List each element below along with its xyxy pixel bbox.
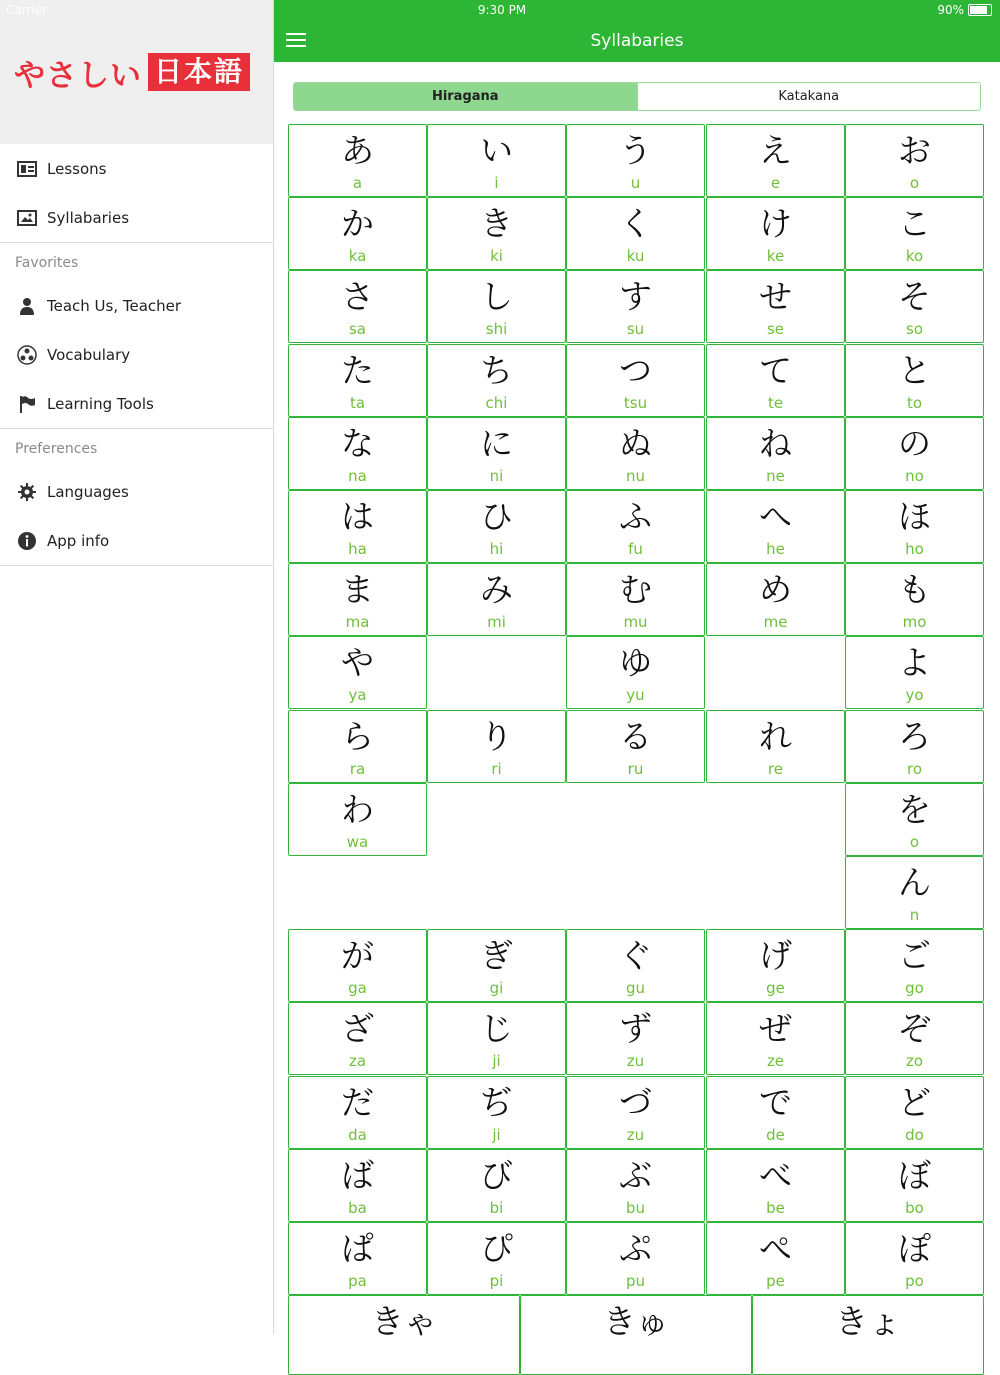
kana-character: む xyxy=(619,570,652,610)
kana-character: に xyxy=(480,423,513,463)
kana-character: あ xyxy=(341,131,374,170)
romaji-label: pi xyxy=(489,1272,504,1290)
kana-character: ひ xyxy=(480,497,513,536)
kana-character: きょ xyxy=(835,1302,901,1342)
kana-character: て xyxy=(759,350,792,390)
status-time: 9:30 PM xyxy=(477,3,527,17)
kana-character: で xyxy=(759,1082,792,1122)
romaji-label: mu xyxy=(623,613,648,632)
kana-cell[interactable] xyxy=(706,1222,845,1295)
romaji-label: wa xyxy=(346,832,369,851)
kana-cell[interactable] xyxy=(566,636,705,709)
kana-cell[interactable] xyxy=(845,124,984,197)
sidebar-item-vocabulary[interactable] xyxy=(0,330,273,379)
romaji-label: ka xyxy=(348,247,367,266)
kana-character: す xyxy=(619,277,652,317)
kana-character: ま xyxy=(341,570,374,610)
kana-cell[interactable] xyxy=(288,783,427,856)
kana-character: き xyxy=(480,204,513,244)
kana-cell[interactable] xyxy=(752,1295,984,1375)
kana-character: か xyxy=(341,204,374,244)
romaji-label: ra xyxy=(349,759,366,778)
kana-character: ど xyxy=(898,1082,931,1122)
logo-kanji: 日本語 xyxy=(148,53,250,91)
kana-cell[interactable] xyxy=(566,197,705,270)
romaji-label: ze xyxy=(766,1052,785,1071)
romaji-label: to xyxy=(906,393,923,412)
romaji-label: te xyxy=(767,393,784,412)
kana-character: う xyxy=(619,131,652,170)
kana-character: ち xyxy=(480,350,513,390)
romaji-label: da xyxy=(348,1125,367,1144)
romaji-label: zu xyxy=(626,1052,645,1071)
kana-character: さ xyxy=(341,277,374,317)
kana-character: へ xyxy=(759,497,792,536)
romaji-label: ga xyxy=(348,979,367,998)
kana-character: ば xyxy=(341,1155,374,1195)
kana-character: も xyxy=(898,570,931,610)
romaji-label: za xyxy=(348,1052,367,1071)
kana-cell[interactable] xyxy=(845,417,984,490)
kana-cell[interactable] xyxy=(845,856,984,929)
kana-grid xyxy=(274,0,1000,1342)
kana-cell[interactable] xyxy=(427,417,566,490)
kana-cell[interactable] xyxy=(427,344,566,417)
kana-cell[interactable] xyxy=(566,563,705,636)
romaji-label: fu xyxy=(628,540,643,558)
kana-character: ず xyxy=(619,1009,652,1049)
romaji-label: ba xyxy=(348,1198,367,1217)
kana-character: ね xyxy=(759,423,792,463)
romaji-label: ji xyxy=(492,1125,501,1144)
kana-character: じ xyxy=(480,1009,513,1049)
kana-cell[interactable] xyxy=(706,1149,845,1222)
kana-cell[interactable] xyxy=(566,929,705,1002)
kana-character: べ xyxy=(759,1155,792,1195)
romaji-label: ji xyxy=(492,1052,501,1071)
romaji-label: ge xyxy=(766,979,785,998)
favorites-section xyxy=(0,243,273,429)
kana-character: ふ xyxy=(619,497,652,536)
kana-cell[interactable] xyxy=(427,710,566,783)
kana-cell[interactable] xyxy=(706,929,845,1002)
kana-character: づ xyxy=(619,1082,652,1122)
kana-character: い xyxy=(480,131,513,170)
kana-cell[interactable] xyxy=(288,1149,427,1222)
kana-cell[interactable] xyxy=(706,417,845,490)
kana-character: よ xyxy=(898,643,931,683)
sidebar-item-languages[interactable] xyxy=(0,467,273,516)
kana-character: と xyxy=(898,350,931,390)
kana-cell[interactable] xyxy=(566,1222,705,1295)
romaji-label: re xyxy=(767,759,784,778)
sidebar-item-syllabaries[interactable] xyxy=(0,193,273,242)
kana-character: の xyxy=(898,423,931,463)
kana-character: み xyxy=(480,570,513,610)
sidebar-item-label: Learning Tools xyxy=(47,394,154,413)
romaji-label: e xyxy=(770,174,781,192)
kana-character: め xyxy=(759,570,792,610)
romaji-label: ki xyxy=(490,247,503,266)
kana-character: る xyxy=(619,716,652,756)
sidebar-item-label: Lessons xyxy=(47,159,107,178)
romaji-label: o xyxy=(909,174,920,192)
carrier-label: Carrier xyxy=(6,3,48,17)
kana-character: わ xyxy=(341,789,374,829)
romaji-label: de xyxy=(766,1125,785,1144)
romaji-label: zu xyxy=(626,1125,645,1144)
kana-character: し xyxy=(480,277,513,317)
romaji-label: yo xyxy=(905,686,924,705)
kana-character: り xyxy=(480,716,513,756)
sidebar-item-learning-tools[interactable] xyxy=(0,379,273,428)
kana-cell[interactable] xyxy=(566,344,705,417)
sidebar-item-lessons[interactable] xyxy=(0,144,273,193)
kana-character: な xyxy=(341,423,374,463)
romaji-label: ni xyxy=(489,466,504,485)
kana-cell[interactable] xyxy=(845,270,984,343)
kana-cell[interactable] xyxy=(427,929,566,1002)
kana-character: た xyxy=(341,350,374,390)
romaji-label: i xyxy=(494,174,499,192)
kana-cell[interactable] xyxy=(427,1149,566,1222)
kana-character: は xyxy=(341,497,374,536)
kana-cell[interactable] xyxy=(288,929,427,1002)
kana-character: ん xyxy=(898,863,931,902)
kana-character: ぱ xyxy=(341,1229,374,1268)
kana-cell[interactable] xyxy=(288,124,427,197)
romaji-label: gi xyxy=(489,979,504,998)
flag-icon xyxy=(16,393,38,415)
kana-cell[interactable] xyxy=(566,124,705,197)
romaji-label: ro xyxy=(906,759,922,778)
kana-character: を xyxy=(898,789,931,829)
kana-cell[interactable] xyxy=(427,124,566,197)
kana-cell[interactable] xyxy=(288,270,427,343)
romaji-label: do xyxy=(905,1125,924,1144)
person-icon xyxy=(16,295,38,317)
kana-cell[interactable] xyxy=(427,1002,566,1075)
kana-cell[interactable] xyxy=(845,783,984,856)
romaji-label: ke xyxy=(766,247,785,266)
kana-character: だ xyxy=(341,1082,374,1122)
romaji-label: he xyxy=(766,540,785,558)
kana-character: れ xyxy=(759,716,792,756)
kana-character: つ xyxy=(619,350,652,390)
sidebar-item-label: Vocabulary xyxy=(47,345,131,364)
kana-cell[interactable] xyxy=(706,490,845,563)
romaji-label: so xyxy=(906,320,923,339)
gear-icon xyxy=(16,481,38,503)
kana-cell[interactable] xyxy=(427,1076,566,1149)
kana-character: く xyxy=(619,204,652,244)
kana-cell[interactable] xyxy=(706,710,845,783)
favorites-heading: Favorites xyxy=(15,255,79,271)
main-content xyxy=(274,0,1000,1342)
kana-cell[interactable] xyxy=(288,490,427,563)
sidebar-item-app-info[interactable] xyxy=(0,516,273,565)
romaji-label: be xyxy=(766,1198,785,1217)
kana-cell[interactable] xyxy=(845,1002,984,1075)
syllabaries-icon xyxy=(16,207,38,229)
kana-cell[interactable] xyxy=(288,1002,427,1075)
kana-cell[interactable] xyxy=(706,197,845,270)
preferences-heading: Preferences xyxy=(15,441,98,457)
kana-cell[interactable] xyxy=(566,1076,705,1149)
romaji-label: ne xyxy=(766,466,785,485)
romaji-label: ru xyxy=(627,759,644,778)
romaji-label: mi xyxy=(487,613,506,632)
kana-character: ぎ xyxy=(480,936,513,976)
info-icon xyxy=(16,530,38,552)
romaji-label: u xyxy=(630,174,641,192)
romaji-label: ya xyxy=(348,686,367,705)
romaji-label: ri xyxy=(491,759,502,778)
sidebar-item-label: App info xyxy=(47,531,110,550)
kana-cell[interactable] xyxy=(427,270,566,343)
kana-cell[interactable] xyxy=(845,197,984,270)
romaji-label: gu xyxy=(625,979,646,998)
kana-cell[interactable] xyxy=(706,124,845,197)
romaji-label: nu xyxy=(625,466,645,485)
romaji-label: chi xyxy=(485,393,508,412)
kana-character: ほ xyxy=(898,497,931,536)
tab-hiragana[interactable]: Hiragana xyxy=(294,83,637,110)
kana-character: ぴ xyxy=(480,1229,513,1268)
kana-cell[interactable] xyxy=(566,1002,705,1075)
kana-cell[interactable] xyxy=(566,710,705,783)
sidebar-item-label: Syllabaries xyxy=(47,208,130,227)
kana-cell[interactable] xyxy=(845,490,984,563)
kana-character: ぐ xyxy=(619,936,652,976)
kana-cell[interactable] xyxy=(427,197,566,270)
kana-cell[interactable] xyxy=(520,1295,752,1375)
romaji-label: a xyxy=(352,174,363,192)
battery-percent: 90% xyxy=(937,3,964,17)
kana-character: ぷ xyxy=(619,1229,652,1268)
romaji-label: ma xyxy=(345,613,370,632)
kana-cell[interactable] xyxy=(288,344,427,417)
romaji-label: pa xyxy=(348,1272,367,1290)
kana-character: ぽ xyxy=(898,1229,931,1268)
kana-cell[interactable] xyxy=(288,636,427,709)
kana-cell[interactable] xyxy=(427,490,566,563)
app-logo xyxy=(14,52,250,92)
kana-character: ぜ xyxy=(759,1009,792,1049)
kana-cell[interactable] xyxy=(566,490,705,563)
sidebar-item-label: Teach Us, Teacher xyxy=(47,296,182,315)
kana-cell[interactable] xyxy=(566,417,705,490)
kana-character: け xyxy=(759,204,792,244)
sidebar-item-teach-us[interactable] xyxy=(0,281,273,330)
kana-character: きゃ xyxy=(371,1302,437,1342)
romaji-label: pu xyxy=(625,1272,646,1290)
kana-character: ざ xyxy=(341,1009,374,1049)
kana-cell[interactable] xyxy=(845,636,984,709)
kana-character: きゅ xyxy=(603,1302,669,1342)
vocabulary-icon xyxy=(16,344,38,366)
kana-cell[interactable] xyxy=(427,1222,566,1295)
kana-cell[interactable] xyxy=(566,270,705,343)
romaji-label: shi xyxy=(485,320,508,339)
romaji-label: tsu xyxy=(623,393,648,412)
romaji-label: ha xyxy=(348,540,367,558)
kana-cell[interactable] xyxy=(845,929,984,1002)
kana-character: お xyxy=(898,131,931,170)
romaji-label: me xyxy=(763,613,788,632)
romaji-label: zo xyxy=(905,1052,924,1071)
romaji-label: o xyxy=(909,832,920,851)
kana-cell[interactable] xyxy=(566,1149,705,1222)
romaji-label: se xyxy=(766,320,785,339)
romaji-label: ho xyxy=(905,540,924,558)
romaji-label: bu xyxy=(625,1198,646,1217)
kana-character: ぢ xyxy=(480,1082,513,1122)
main-nav-section xyxy=(0,144,273,243)
kana-character: や xyxy=(341,643,374,683)
kana-character: ご xyxy=(898,936,931,976)
kana-cell[interactable] xyxy=(706,270,845,343)
romaji-label: na xyxy=(348,466,367,485)
kana-cell[interactable] xyxy=(427,563,566,636)
kana-character: ぶ xyxy=(619,1155,652,1195)
romaji-label: pe xyxy=(766,1272,785,1290)
kana-cell[interactable] xyxy=(288,710,427,783)
kana-character: ゆ xyxy=(619,643,652,683)
kana-cell[interactable] xyxy=(845,344,984,417)
kana-character: ろ xyxy=(898,716,931,756)
kana-cell[interactable] xyxy=(288,1076,427,1149)
kana-character: ぞ xyxy=(898,1009,931,1049)
preferences-section xyxy=(0,429,273,566)
logo-kana: やさしい xyxy=(14,57,142,94)
lessons-icon xyxy=(16,158,38,180)
romaji-label: bo xyxy=(905,1198,924,1217)
kana-cell[interactable] xyxy=(288,1222,427,1295)
sidebar xyxy=(0,0,274,1334)
kana-cell[interactable] xyxy=(845,563,984,636)
kana-cell[interactable] xyxy=(845,1149,984,1222)
romaji-label: yu xyxy=(626,686,645,705)
romaji-label: su xyxy=(626,320,645,339)
romaji-label: no xyxy=(905,466,924,485)
page-title: Syllabaries xyxy=(590,31,684,51)
kana-character: ぼ xyxy=(898,1155,931,1195)
kana-cell[interactable] xyxy=(288,563,427,636)
kana-cell[interactable] xyxy=(288,417,427,490)
kana-character: び xyxy=(480,1155,513,1195)
romaji-label: go xyxy=(905,979,924,998)
romaji-label: sa xyxy=(348,320,366,339)
kana-character: が xyxy=(341,936,374,976)
romaji-label: po xyxy=(905,1272,924,1290)
kana-character: こ xyxy=(898,204,931,244)
kana-cell[interactable] xyxy=(706,563,845,636)
romaji-label: ku xyxy=(626,247,645,266)
tab-katakana[interactable]: Katakana xyxy=(637,83,981,110)
kana-cell[interactable] xyxy=(706,1002,845,1075)
kana-cell[interactable] xyxy=(288,197,427,270)
kana-cell[interactable] xyxy=(706,1076,845,1149)
kana-character: そ xyxy=(898,277,931,317)
kana-character: え xyxy=(759,131,792,170)
kana-character: ぺ xyxy=(759,1229,792,1268)
kana-cell[interactable] xyxy=(706,344,845,417)
kana-character: ら xyxy=(341,716,374,756)
romaji-label: n xyxy=(909,906,920,924)
kana-cell[interactable] xyxy=(845,1222,984,1295)
romaji-label: ko xyxy=(905,247,924,266)
kana-character: せ xyxy=(759,277,792,317)
kana-character: げ xyxy=(759,936,792,976)
kana-character: ぬ xyxy=(619,423,652,463)
sidebar-item-label: Languages xyxy=(47,482,129,501)
romaji-label: mo xyxy=(902,613,927,632)
romaji-label: ta xyxy=(349,393,366,412)
romaji-label: hi xyxy=(489,540,504,558)
sidebar-header xyxy=(0,0,273,144)
romaji-label: bi xyxy=(489,1198,504,1217)
kana-cell[interactable] xyxy=(288,1295,520,1375)
kana-cell[interactable] xyxy=(845,1076,984,1149)
kana-cell[interactable] xyxy=(845,710,984,783)
